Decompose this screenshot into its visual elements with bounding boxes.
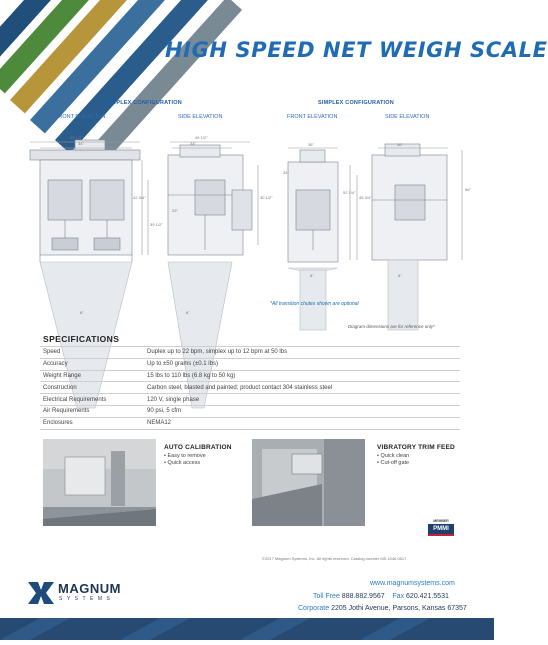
- dim-s-side-h: 56": [465, 187, 471, 192]
- dim-d-side-bottom: 8": [186, 310, 190, 315]
- specifications-heading: SPECIFICATIONS: [43, 334, 120, 344]
- table-row: [40, 417, 460, 429]
- feature-item: • Cut-off gate: [377, 460, 410, 466]
- fax-number: 620.421.5531: [406, 593, 449, 600]
- spec-value: 15 lbs to 110 lbs (6.8 kg to 50 kg): [144, 370, 460, 382]
- spec-label: Speed: [40, 347, 144, 359]
- magnum-logo-mark: [28, 582, 54, 604]
- spec-value: NEMA12: [144, 417, 460, 429]
- specifications-table: [40, 346, 460, 430]
- dim-s-front-side: 34": [283, 170, 289, 175]
- spec-label: Accuracy: [40, 358, 144, 370]
- simplex-front-label: FRONT ELEVATION: [287, 114, 338, 120]
- dim-d-front-bottom: 8": [80, 310, 84, 315]
- corner-decoration: [0, 0, 150, 110]
- auto-calibration-photo: [43, 439, 156, 526]
- simplex-side-drawing: [372, 144, 462, 330]
- footer-bar: [0, 618, 494, 640]
- spec-value: 120 V, single phase: [144, 394, 460, 406]
- dim-d-side-h1: 30 1/2": [260, 195, 273, 200]
- dim-d-side-h2: 23": [172, 208, 178, 213]
- spec-value: Up to ±50 grams (±0.1 lbs): [144, 358, 460, 370]
- spec-label: Enclosures: [40, 417, 144, 429]
- dim-d-front-top1: 59 1/2": [70, 135, 83, 140]
- dim-d-front-h2: 39 1/2": [150, 222, 163, 227]
- duplex-side-label: SIDE ELEVATION: [178, 114, 223, 120]
- table-row: [40, 405, 460, 417]
- duplex-config-label: DUPLEX CONFIGURATION: [108, 100, 182, 106]
- pmmi-member-text: MEMBER: [433, 519, 449, 523]
- spec-label: Weight Range: [40, 370, 144, 382]
- feature-item: • Quick clean: [377, 453, 410, 459]
- table-row: [40, 394, 460, 406]
- toll-free-number[interactable]: 888.882.9567: [341, 593, 385, 600]
- magnum-logo: [28, 580, 138, 606]
- page-title: HIGH SPEED NET WEIGH SCALE: [165, 38, 548, 62]
- feature-item: • Quick access: [164, 460, 201, 466]
- spec-label: Construction: [40, 382, 144, 394]
- spec-value: 90 psi, 5 cfm: [144, 405, 460, 417]
- simplex-config-label: SIMPLEX CONFIGURATION: [318, 100, 394, 106]
- website-link[interactable]: www.magnumsystems.com: [370, 580, 455, 587]
- spec-value: Duplex up to 22 bpm, simplex up to 12 bpm at 50 lbs: [144, 347, 460, 359]
- table-row: [40, 370, 460, 382]
- company-sub: SYSTEMS: [59, 596, 115, 602]
- pmmi-logo: PMMI: [428, 524, 454, 536]
- dim-d-front-top2: 34": [78, 141, 84, 146]
- dim-s-front-bottom: 8": [310, 273, 314, 278]
- dim-s-side-top: 36": [397, 142, 403, 147]
- feature-heading-auto-calibration: AUTO CALIBRATION: [164, 444, 232, 451]
- spec-value: Carbon steel, blasted and painted; product contact 304 stainless steel: [144, 382, 460, 394]
- table-row: [40, 382, 460, 394]
- dim-d-side-top2: 34": [190, 141, 196, 146]
- vibratory-trim-feed-photo: [252, 439, 365, 526]
- transition-note: *All transition chutes shown are optional: [270, 301, 359, 307]
- dim-d-side-top1: 49 1/2": [195, 135, 208, 140]
- copyright-text: ©2017 Magnum Systems, Inc. All rights reserved. Catalog number MS.1046.0817: [262, 556, 407, 561]
- spec-label: Air Requirements: [40, 405, 144, 417]
- duplex-front-label: FRONT ELEVATION: [55, 114, 106, 120]
- pmmi-member-badge: [428, 519, 454, 541]
- dim-s-front-h2: 45 3/4": [359, 195, 372, 200]
- phone-line: Toll Free 888.882.9567 Fax 620.421.5531: [313, 593, 449, 600]
- company-name: MAGNUM: [58, 581, 121, 596]
- elevation-drawings: [0, 120, 494, 320]
- dim-s-front-top: 36": [308, 142, 314, 147]
- simplex-side-label: SIDE ELEVATION: [385, 114, 430, 120]
- dim-s-side-bottom: 8": [398, 273, 402, 278]
- dim-d-front-h1: 42 3/4": [133, 195, 146, 200]
- dim-s-front-h1: 52 1/4": [343, 190, 356, 195]
- address-line: Corporate 2205 Jothi Avenue, Parsons, Kansas 67357: [298, 605, 467, 612]
- spec-label: Electrical Requirements: [40, 394, 144, 406]
- corporate-address: 2205 Jothi Avenue, Parsons, Kansas 67357: [331, 605, 467, 612]
- table-row: [40, 358, 460, 370]
- table-row: [40, 347, 460, 359]
- feature-heading-vibratory-trim-feed: VIBRATORY TRIM FEED: [377, 444, 455, 451]
- feature-item: • Easy to remove: [164, 453, 206, 459]
- diagram-note: Diagram dimensions are for reference only*: [348, 324, 435, 329]
